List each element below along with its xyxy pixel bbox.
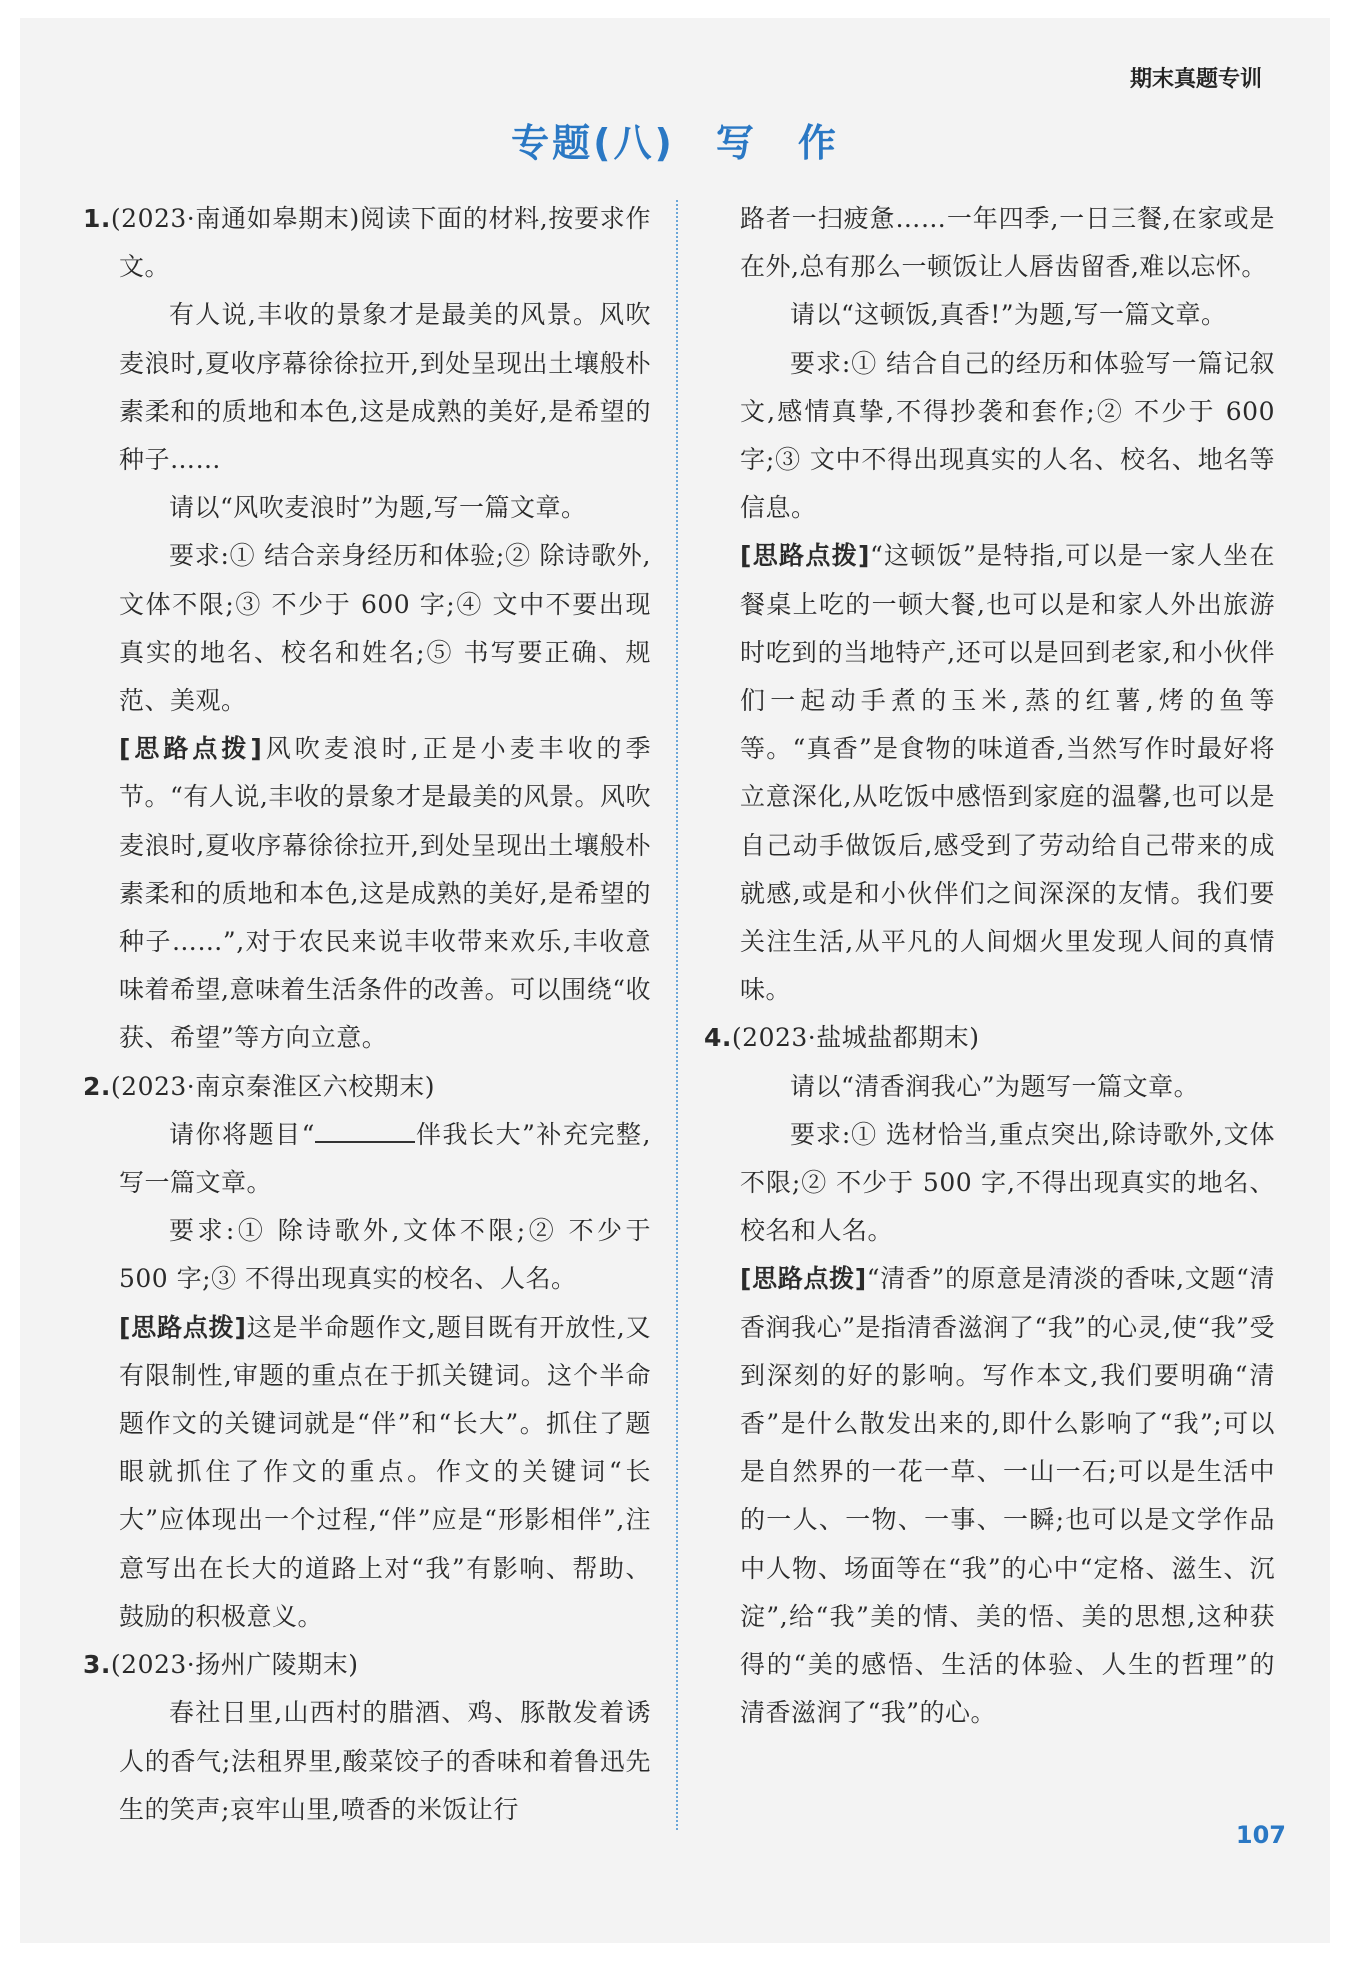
question-number: 2.	[83, 1071, 111, 1101]
question-3-hint	[740, 532, 1275, 1014]
question-4-prompt: 请以“清香润我心”为题写一篇文章。	[790, 1071, 1200, 1101]
column-divider	[676, 200, 678, 1830]
question-2-hint	[83, 1304, 651, 1641]
question-2-heading	[83, 1063, 651, 1111]
question-4-heading	[704, 1014, 1275, 1062]
question-1-hint	[83, 725, 651, 1062]
page-title: 专题(八) 写 作	[511, 121, 839, 165]
prompt-text: 伴我长大”补充完整,写一篇文章。	[119, 1119, 652, 1198]
question-number: 1.	[83, 204, 111, 233]
page-number: 107	[1235, 1821, 1286, 1849]
section-header: 期末真题专训	[1129, 67, 1262, 92]
question-source: (2023·南通如皋期末)阅读下面的材料,按要求作文。	[110, 204, 651, 282]
hint-text: 风吹麦浪时,正是小麦丰收的季节。“有人说,丰收的景象才是最美的风景。风吹麦浪时,夏收序幕徐徐拉开,到处呈现出土壤般朴素柔和的质地和本色,这是成熟的美好,是希望的种子……”,对于农民来说丰收带来欢乐,丰收意味着希望,意味着生活条件的改善。可以围绕“收获、希望”等方向立意。	[119, 734, 651, 1053]
question-source: (2023·盐城盐都期末)	[731, 1023, 980, 1053]
right-column	[704, 195, 1275, 1738]
hint-label: [思路点拨]	[119, 1312, 247, 1342]
question-4-requirements: 要求:① 选材恰当,重点突出,除诗歌外,文体不限;② 不少于 500 字,不得出现真实的地名、校名和人名。	[740, 1119, 1275, 1246]
question-3-requirements: 要求:① 结合自己的经历和体验写一篇记叙文,感情真挚,不得抄袭和套作;② 不少于 600 字;③ 文中不得出现真实的人名、校名、地名等信息。	[740, 348, 1275, 523]
question-3-heading	[83, 1641, 651, 1689]
hint-label: [思路点拨]	[740, 541, 870, 571]
hint-text: “清香”的原意是清淡的香味,文题“清香润我心”是指清香滋润了“我”的心灵,使“我”受到深刻的好的影响。写作本文,我们要明确“清香”是什么散发出来的,即什么影响了“我”;可以是自然界的一花一草、一山一石;可以是生活中的一人、一物、一事、一瞬;也可以是文学作品中人物、场面等在“我”的心中“定格、滋生、沉淀”,给“我”美的情、美的悟、美的思想,这种获得的“美的感悟、生活的体验、人生的哲理”的清香滋润了“我”的心。	[740, 1264, 1275, 1728]
question-1-requirements: 要求:① 结合亲身经历和体验;② 除诗歌外,文体不限;③ 不少于 600 字;④ 文中不要出现真实的地名、校名和姓名;⑤ 书写要正确、规范、美观。	[119, 541, 651, 716]
question-2-requirements: 要求:① 除诗歌外,文体不限;② 不少于 500 字;③ 不得出现真实的校名、人名。	[119, 1216, 651, 1294]
question-1-heading	[83, 195, 651, 291]
hint-label: [思路点拨]	[740, 1264, 867, 1294]
question-1-material: 有人说,丰收的景象才是最美的风景。风吹麦浪时,夏收序幕徐徐拉开,到处呈现出土壤般朴素柔和的质地和本色,这是成熟的美好,是希望的种子……	[119, 300, 651, 475]
question-3-prompt: 请以“这顿饭,真香!”为题,写一篇文章。	[790, 300, 1227, 330]
left-column	[83, 195, 651, 1834]
question-source: (2023·南京秦淮区六校期末)	[110, 1071, 435, 1101]
question-1-prompt: 请以“风吹麦浪时”为题,写一篇文章。	[169, 493, 587, 523]
question-number: 3.	[83, 1650, 111, 1680]
question-3-material-part-2: 路者一扫疲惫……一年四季,一日三餐,在家或是在外,总有那么一顿饭让人唇齿留香,难以忘怀。	[740, 204, 1275, 282]
question-source: (2023·扬州广陵期末)	[110, 1650, 359, 1680]
hint-label: [思路点拨]	[119, 734, 263, 764]
prompt-text: 请你将题目“	[169, 1119, 315, 1149]
fill-blank	[315, 1121, 415, 1143]
hint-text: “这顿饭”是特指,可以是一家人坐在餐桌上吃的一顿大餐,也可以是和家人外出旅游时吃到的当地特产,还可以是回到老家,和小伙伴们一起动手煮的玉米,蒸的红薯,烤的鱼等等。“真香”是食物的味道香,当然写作时最好将立意深化,从吃饭中感悟到家庭的温馨,也可以是自己动手做饭后,感受到了劳动给自己带来的成就感,或是和小伙伴们之间深深的友情。我们要关注生活,从平凡的人间烟火里发现人间的真情味。	[740, 541, 1275, 1005]
question-2-prompt	[83, 1111, 651, 1207]
question-4-hint	[740, 1255, 1275, 1737]
question-3-material-part-1: 春社日里,山西村的腊酒、鸡、豚散发着诱人的香气;法租界里,酸菜饺子的香味和着鲁迅先生的笑声;哀牢山里,喷香的米饭让行	[119, 1698, 651, 1824]
question-number: 4.	[704, 1023, 732, 1053]
hint-text: 这是半命题作文,题目既有开放性,又有限制性,审题的重点在于抓关键词。这个半命题作文的关键词就是“伴”和“长大”。抓住了题眼就抓住了作文的重点。作文的关键词“长大”应体现出一个过程,“伴”应是“形影相伴”,注意写出在长大的道路上对“我”有影响、帮助、鼓励的积极意义。	[119, 1312, 651, 1631]
